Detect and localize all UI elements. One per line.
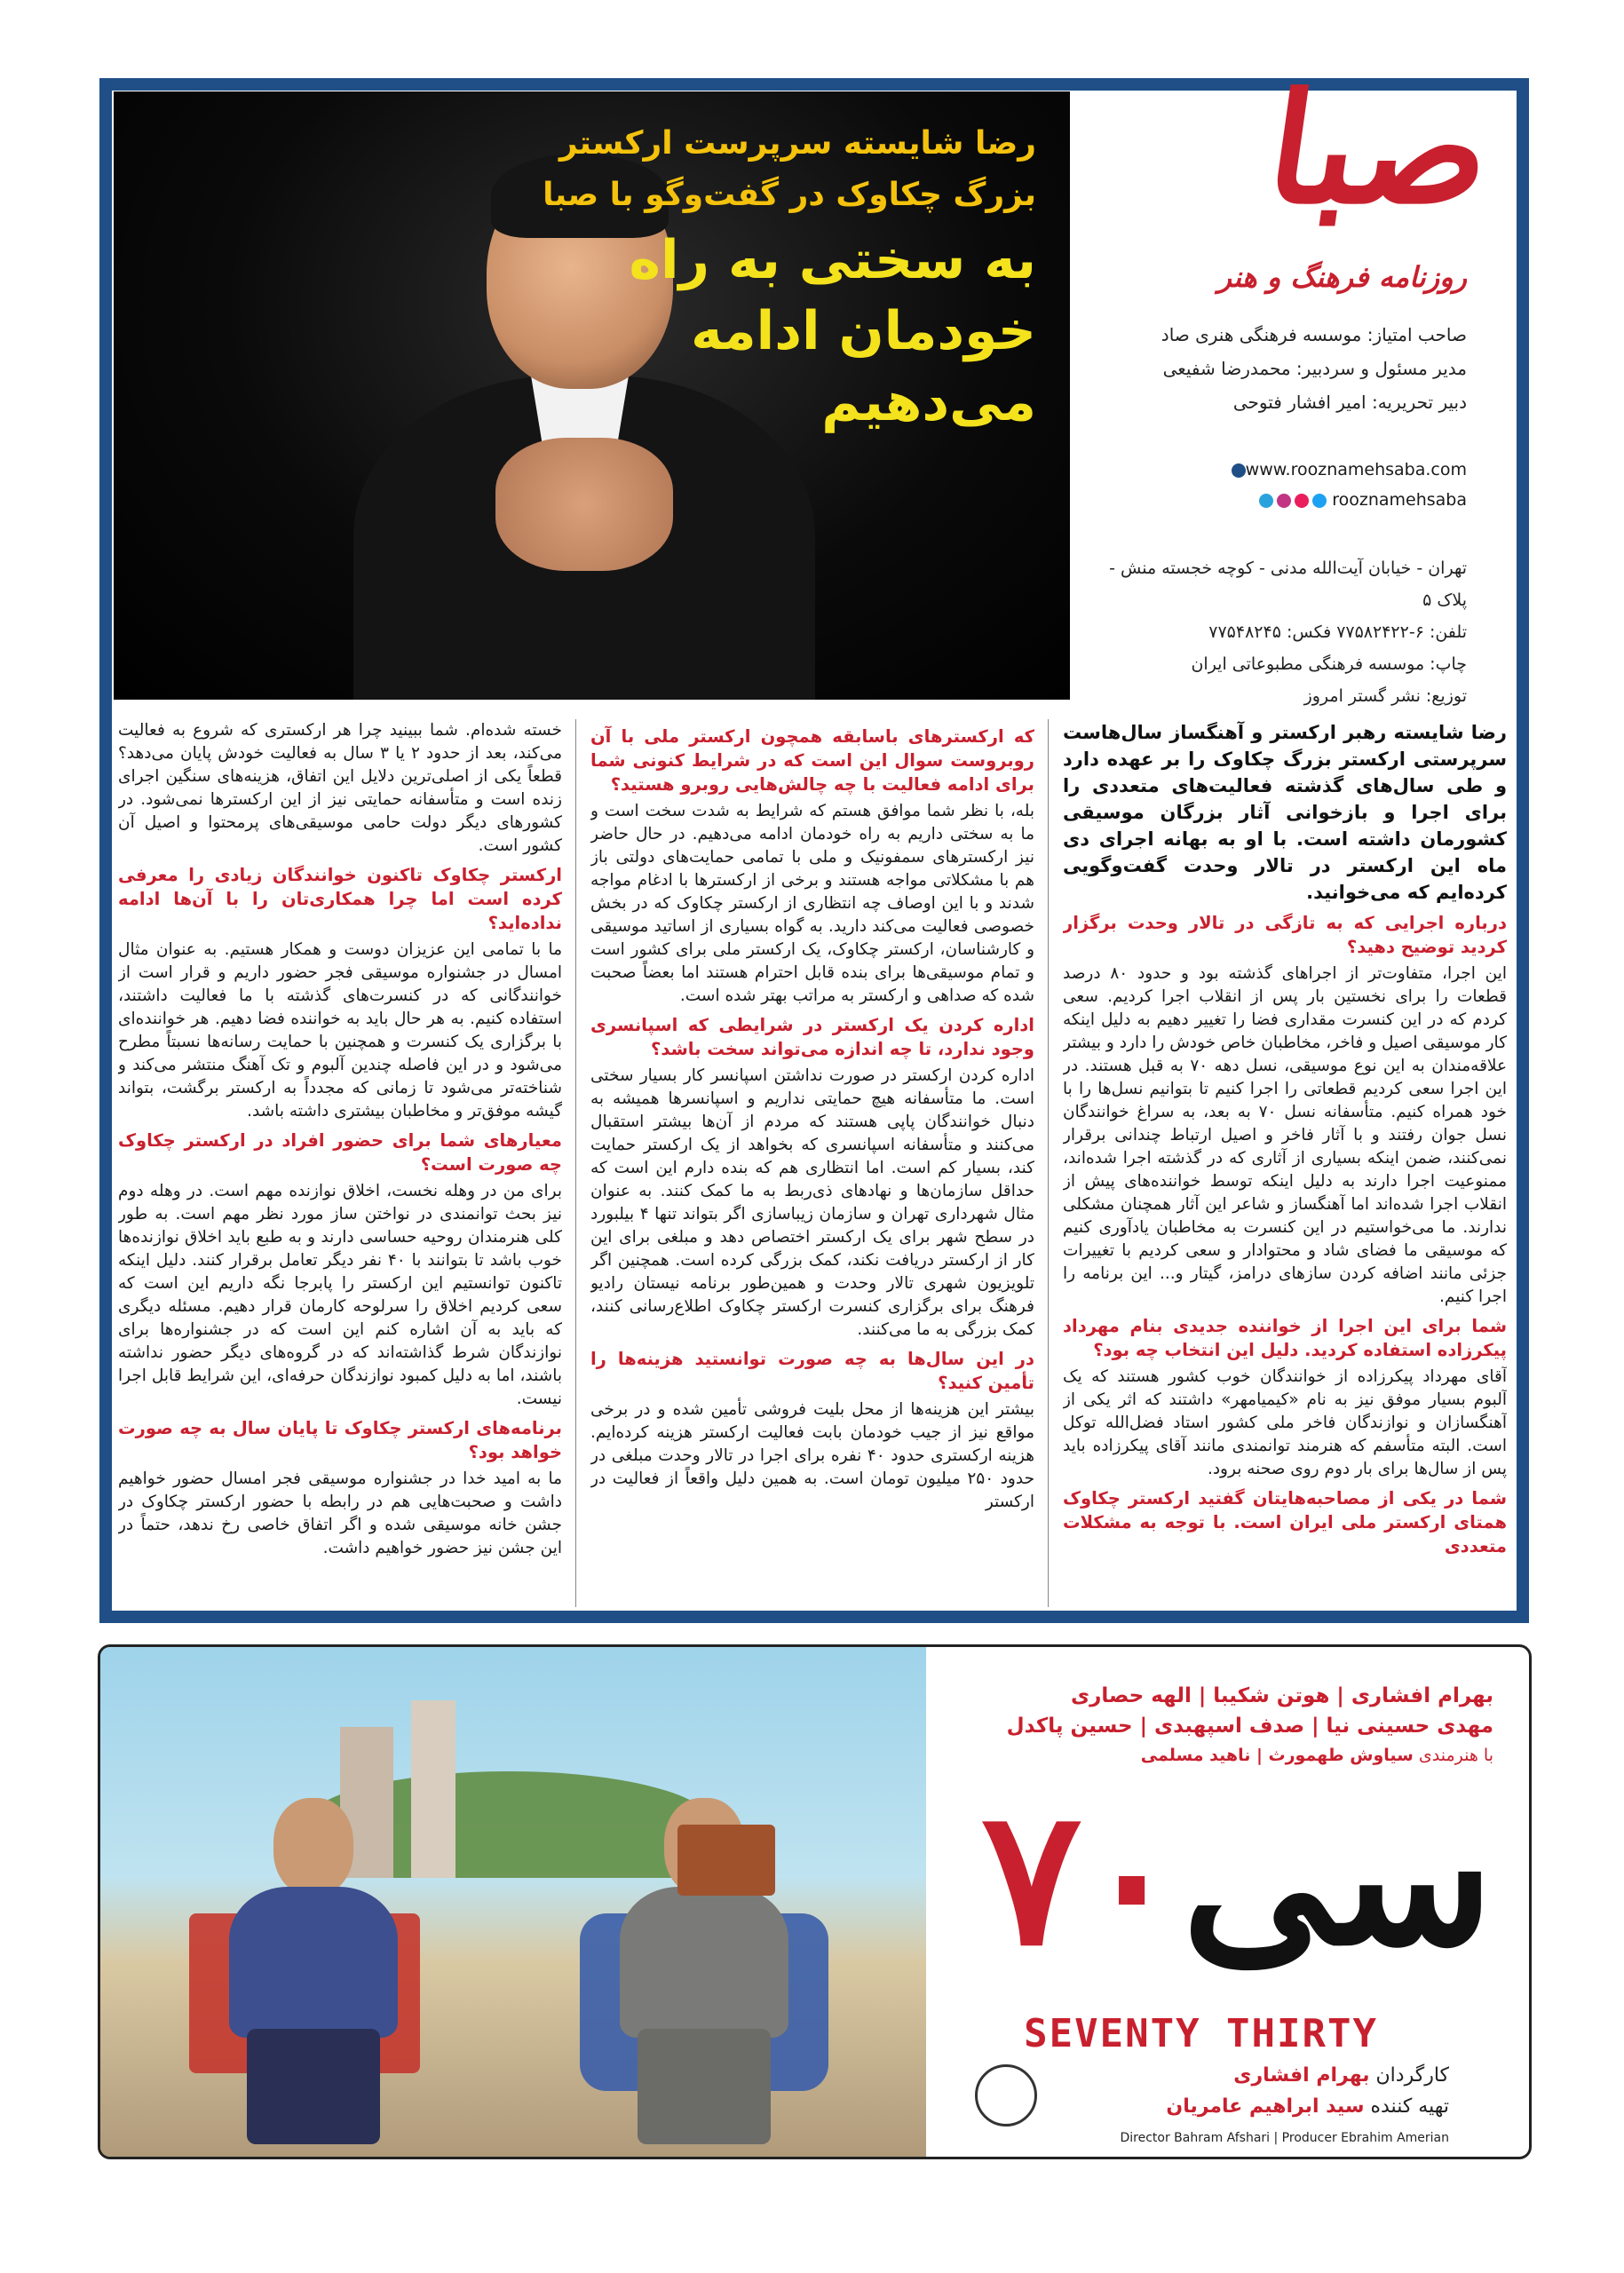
aparat-icon[interactable] xyxy=(1295,494,1309,508)
interview-answer: ما با تمامی این عزیزان دوست و همکار هستیم. به عنوان مثال امسال در جشنواره موسیقی فجر حضور داریم و قرار است از خوانندگانی که در کنسرت‌های گذشته با ما فعالیت داشتند، استفاده کنیم. به هر حال باید به خواننده فضا دهیم. هر خواننده‌ای با برگزاری یک کنسرت و همچنین با حمایت رسانه‌ها نسبتاً مطرح می‌شود و در این فاصله چندین آلبوم و تک آهنگ منتشر می‌کند و شناخته‌تر می‌شود تا زمانی که مجدداً به ارکستر برگشت، بتواند گیشه موفق‌تر و مخاطبان بیشتری داشته باشد. xyxy=(118,940,562,1121)
article-lead: رضا شایسته رهبر ارکستر و آهنگساز سال‌هاست سرپرستی ارکستر بزرگ چکاوک را بر عهده دارد و طی سال‌های گذشته فعالیت‌های متعددی را برای اجرا و بازخوانی آثار بزرگان موسیقی کشورمان داشته است. با او به بهانه اجرای دی ماه این ارکستر در تالار وحدت گفت‌وگویی کرده‌ایم که می‌خوانید. xyxy=(1063,722,1507,903)
actor-pants xyxy=(638,2029,771,2144)
hero-photo xyxy=(114,91,1070,700)
print-line: چاپ: موسسه فرهنگی مطبوعاتی ایران xyxy=(1191,654,1467,674)
interview-question: شما در یکی از مصاحبه‌هایتان گفتید ارکستر چکاوک همتای ارکستر ملی ایران است. با توجه به مشکلات متعددی xyxy=(1063,1488,1507,1556)
cast-line-2: مهدی حسینی نیا | صدف اسپهبدی | حسین پاکدل xyxy=(1006,1715,1493,1738)
producer-prefix: تهیه کننده xyxy=(1370,2095,1449,2118)
staff-list xyxy=(1098,318,1516,419)
interview-question: اداره کردن یک ارکستر در شرایطی که اسپانسری وجود ندارد، تا چه اندازه می‌تواند سخت باشد؟ xyxy=(590,1015,1034,1059)
twitter-icon[interactable] xyxy=(1312,494,1327,508)
actor-sweater xyxy=(229,1887,398,2038)
cast-line-3 xyxy=(943,1741,1493,1770)
interview-answer: برای من در وهله نخست، اخلاق نوازنده مهم است. در وهله دوم نیز بحث توانمندی در نواختن ساز مورد نظر مهم است. به طور کلی هنرمندان روحیه حساسی دارند و به طبع باید اخلاق نوازنده‌ها خوب باشد تا بتوانند با ۴۰ نفر دیگر تعامل برقرار کنند. دلیل اینکه تاکنون توانستیم این ارکستر را پابرجا نگه داریم این است که سعی کردیم اخلاق را سرلوحه کارمان قرار دهیم. مسئله دیگری که باید به آن اشاره کنم این است که در جشنواره‌ها برای نوازندگان شرط گذاشته‌اند که در گروه‌های دیگر حضور نداشته باشند، اما به دلیل کمبود نوازندگان حرفه‌ای، این شرایط قابل اجرا نیست. xyxy=(118,1182,562,1408)
title-word: سی xyxy=(1182,1768,1493,1987)
social-line xyxy=(1098,485,1467,515)
globe-icon xyxy=(1232,463,1246,478)
cast-line-1: بهرام افشاری | هوتن شکیبا | الهه حصاری xyxy=(1071,1684,1493,1707)
column-divider xyxy=(1048,719,1049,1607)
website-line xyxy=(1098,455,1467,485)
distribution-line: توزیع: نشر گستر امروز xyxy=(1303,686,1467,706)
producer-name: سید ابراهیم عامریان xyxy=(1166,2095,1365,2118)
interview-answer: اداره کردن ارکستر در صورت نداشتن اسپانسر کار بسیار سختی است. ما متأسفانه هیچ حمایتی نداریم و اسپانسرها همیشه به دنبال خوانندگان پاپی هستند که مردم از آن‌ها بیشتر استقبال می‌کنند و متأسفانه اسپانسری که بخواهد از یک ارکستر حمایت کند، بسیار کم است. اما انتظاری هم که بنده دارم این است که حداقل سازمان‌ها و نهادهای ذی‌ربط به ما کمک کنند. به عنوان مثال شهرداری تهران و سازمان زیباسازی اگر بتواند تنها ۴ بیلبورد در سطح شهر برای یک ارکستر اختصاص دهد و مبلغی برای این کار از ارکستر دریافت نکند، کمک بزرگی کرده است. همچنین اگر تلویزیون شهری تالار وحدت و همین‌طور برنامه نیستان رادیو فرهنگ برای برگزاری کنسرت ارکستر چکاوک اطلاع‌رسانی کنند، کمک بزرگی به ما می‌کنند. xyxy=(590,1066,1034,1339)
masthead xyxy=(1098,60,1516,706)
article-column-1 xyxy=(1063,719,1507,1607)
address-block xyxy=(1098,552,1516,712)
staff-owner: صاحب امتیاز: موسسه فرهنگی هنری صاد xyxy=(1161,324,1467,345)
interview-answer: آقای مهرداد پیکرزاده از خوانندگان خوب کشور هستند که یک آلبوم بسیار موفق نیز به نام «کیمیامهر» داشتند که اثر یکی از آهنگسازان و نوازندگان فاخر ملی کشور استاد فضل‌الله توکل است. البته متأسفم که هنرمند توانمندی مانند آقای پیکرزاده باید پس از سال‌ها برای بار دوم روی صحنه برود. xyxy=(1063,1367,1507,1478)
contact-web xyxy=(1098,455,1516,515)
interview-question: ارکستر چکاوک تاکنون خوانندگان زیادی را معرفی کرده است اما چرا همکاری‌تان را با آن‌ها ادامه نداده‌اید؟ xyxy=(118,865,562,933)
interview-question: شما برای این اجرا از خواننده جدیدی بنام مهرداد پیکرزاده استفاده کردید. دلیل این انتخاب چه بود؟ xyxy=(1063,1316,1507,1360)
interview-question: که ارکسترهای باسابقه همچون ارکستر ملی با آن روبروست سوال این است که در شرایط کنونی شما برای ادامه فعالیت با چه چالش‌هایی روبرو هستید؟ xyxy=(590,726,1034,795)
website-link[interactable]: www.rooznamehsaba.com xyxy=(1245,460,1467,479)
article-body xyxy=(120,719,1507,1616)
article-column-2 xyxy=(590,719,1034,1607)
phone-line: تلفن: ۶-۷۷۵۸۲۴۲۲ فکس: ۷۷۵۴۸۲۴۵ xyxy=(1208,622,1467,642)
interview-answer: ما به امید خدا در جشنواره موسیقی فجر امسال حضور خواهیم داشت و صحبت‌هایی هم در رابطه با حضور ارکستر چکاوک در جشن خانه موسیقی شده و اگر اتفاق خاصی رخ ندهد، حتماً در این جشن نیز حضور خواهیم داشت. xyxy=(118,1469,562,1557)
ad-poster-image xyxy=(100,1647,926,2157)
staff-editor-in-chief: مدیر مسئول و سردبیر: محمدرضا شفیعی xyxy=(1162,358,1467,379)
producer-line xyxy=(1166,2095,1449,2118)
title-number: ۷۰ xyxy=(981,1768,1182,1987)
newspaper-logo xyxy=(1098,60,1516,309)
english-credit: Director Bahram Afshari | Producer Ebrahim Amerian xyxy=(1120,2131,1449,2145)
actor-head xyxy=(273,1798,353,1896)
ad-actor-left xyxy=(207,1798,420,2144)
briefcase xyxy=(677,1825,775,1896)
interview-answer: بله، با نظر شما موافق هستم که شرایط به شدت سخت است و ما به سختی داریم به راه خودمان ادامه می‌دهیم. در حال حاضر نیز ارکسترهای سمفونیک و ملی با تمامی حمایت‌های دولتی باز هم با مشکلاتی مواجه هستند و برخی از ارکسترها با ادغام مواجه شدند و با این اوصاف چه انتظاری از ارکستر چکاوک که در بخش خصوصی فعالیت می‌کند دارید. به گواه بسیاری از اساتید موسیقی و کارشناسان، ارکستر چکاوک، یک ارکستر ملی برای کشور است و تمام موسیقی‌ها برای بنده قابل احترام هستند اما بعضاً صحبت شده که صداهی و ارکستر به مراتب بهتر شده است. xyxy=(590,802,1034,1005)
movie-advertisement xyxy=(98,1644,1532,2159)
director-line xyxy=(1233,2064,1449,2087)
interview-answer: خسته شده‌ام. شما ببینید چرا هر ارکستری که شروع به فعالیت می‌کند، بعد از حدود ۲ یا ۳ سال به فعالیت خودش پایان می‌دهد؟ قطعاً یکی از اصلی‌ترین دلایل این اتفاق، هزینه‌های سنگین اجرای زنده است و متأسفانه حمایتی نیز از این ارکسترها نمی‌شود. در کشورهای دیگر دولت حامی موسیقی‌های پرمحتوا و اصیل آن کشور است. xyxy=(118,721,562,855)
cast-prefix: با هنرمندی xyxy=(1418,1746,1493,1765)
address-line: تهران - خیابان آیت‌الله مدنی - کوچه خجسته منش - پلاک ۵ xyxy=(1109,558,1467,610)
logo-text: صبا xyxy=(1256,60,1502,238)
interview-answer: بیشتر این هزینه‌ها از محل بلیت فروشی تأمین شده و در برخی مواقع نیز از جیب خودمان بابت فعالیت ارکستر هزینه کرده‌ایم. هزینه ارکستری حدود ۴۰ نفره برای اجرا در تالار وحدت مبلغی در حدود ۲۵۰ میلیون تومان است. به همین دلیل واقعاً از فعالیت در ارکستر xyxy=(590,1400,1034,1511)
movie-title-logo xyxy=(981,1768,1493,2002)
director-prefix: کارگردان xyxy=(1375,2064,1449,2087)
staff-editor: دبیر تحریریه: امیر افشار فتوحی xyxy=(1232,392,1467,413)
person-hands xyxy=(495,438,673,571)
interview-question: در این سال‌ها به چه صورت توانستید هزینه‌ها را تأمین کنید؟ xyxy=(590,1349,1034,1393)
title-logo-graphic xyxy=(981,1768,1493,1987)
interview-question: معیارهای شما برای حضور افراد در ارکستر چکاوک چه صورت است؟ xyxy=(118,1130,562,1175)
actor-pants xyxy=(247,2029,380,2144)
article-column-3 xyxy=(118,719,562,1607)
instagram-icon[interactable] xyxy=(1277,494,1291,508)
actor-suit xyxy=(620,1887,788,2038)
movie-title-english: SEVENTY THIRTY xyxy=(1024,2011,1378,2056)
headline-title: به سختی به راه خودمان ادامه می‌دهیم xyxy=(629,229,1036,433)
column-divider xyxy=(575,719,576,1607)
interview-question: درباره اجرایی که به تازگی در تالار وحدت برگزار کردید توضیح دهید؟ xyxy=(1063,913,1507,957)
cast-names: سیاوش طهمورث | ناهید مسلمی xyxy=(1140,1746,1414,1765)
social-handle[interactable]: rooznamehsaba xyxy=(1332,490,1467,510)
director-name: بهرام افشاری xyxy=(1233,2064,1370,2087)
interview-answer: این اجرا، متفاوت‌تر از اجراهای گذشته بود و حدود ۸۰ درصد قطعات را برای نخستین بار پس از انقلاب اجرا کردیم. سعی کردم که در این کنسرت مقداری فضا را تغییر دهیم به دلیل اینکه کار موسیقی اصیل و فاخر، مخاطبان خاص خودش را دارد و بیشتر علاقه‌مندان به این نوع موسیقی، نسل دهه ۷۰ به قبل هستند. در این اجرا سعی کردیم قطعاتی را اجرا کنیم تا بتوانیم نسل‌ها را با خود همراه کنیم. متأسفانه نسل ۷۰ به بعد، به سراغ خوانندگان نسل جوان رفتند و با آثار فاخر و اصیل ارتباط چندانی برقرار نمی‌کنند، ضمن اینکه بسیاری از آثاری که در گذشته اجرا شده‌اند، ممنوعیت اجرا دارند به دلیل اینکه توسط خواننده‌های پیش از انقلاب اجرا شده‌اند اما آهنگساز و شاعر این آثار همچنان مشکلی ندارند. ما می‌خواستیم در این کنسرت به مخاطبان یادآوری کنیم که موسیقی ما فضای شاد و محتوادار و سعی کردیم با تغییرات جزئی مانند اضافه کردن سازهای درامز، گیتار و... این برنامه را اجرا کنیم. xyxy=(1063,964,1507,1306)
logo-subtitle: روزنامه فرهنگ و هنر xyxy=(1217,260,1467,294)
headline-kicker: رضا شایسته سرپرست ارکستر بزرگ چکاوک در گفت‌وگو با صبا xyxy=(543,125,1036,213)
interview-question: برنامه‌های ارکستر چکاوک تا پایان سال به چه صورت خواهد بود؟ xyxy=(118,1418,562,1462)
telegram-icon[interactable] xyxy=(1259,494,1273,508)
